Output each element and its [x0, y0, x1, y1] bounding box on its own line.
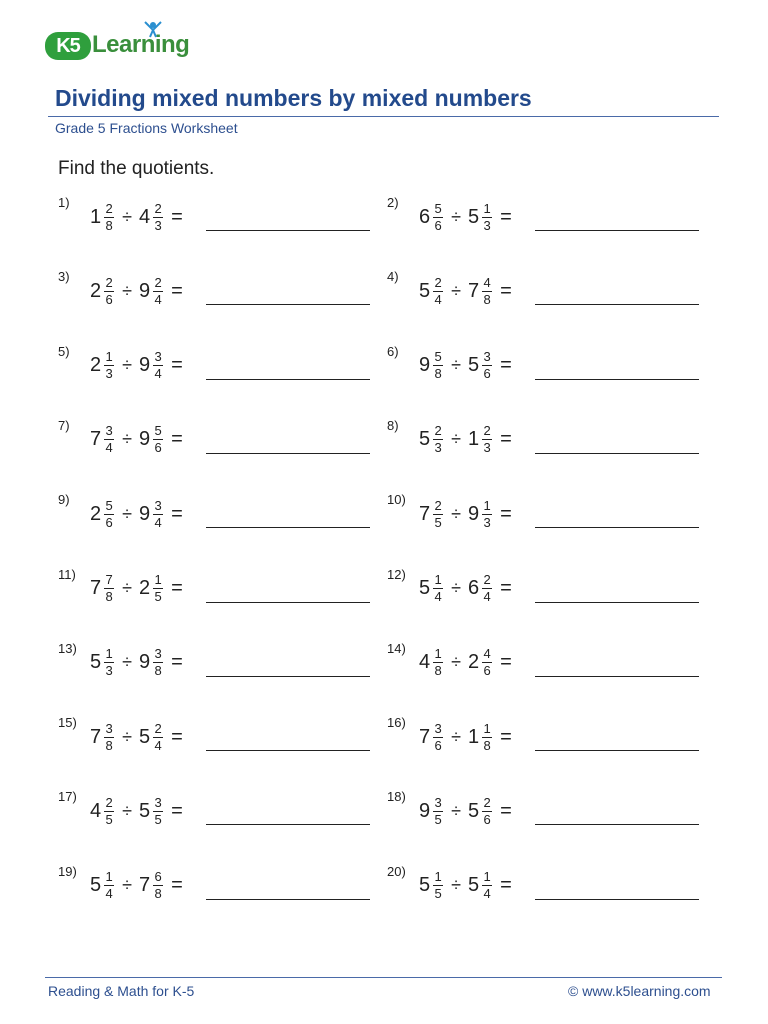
problem-expression	[419, 868, 512, 904]
divisor-numerator: 3	[483, 349, 491, 365]
problem-expression	[419, 496, 512, 532]
divisor-numerator: 6	[154, 869, 162, 885]
divisor-whole: 5	[468, 354, 480, 377]
dividend-numerator: 5	[434, 200, 442, 216]
dividend-fraction	[433, 350, 443, 381]
dividend-fraction	[104, 424, 114, 455]
problem-number: 10)	[387, 492, 406, 508]
divide-sign: ÷	[451, 726, 462, 747]
divisor-numerator: 3	[154, 794, 162, 810]
divide-sign: ÷	[122, 206, 133, 227]
divide-sign: ÷	[122, 503, 133, 524]
equals-sign: =	[500, 354, 512, 377]
divisor-denominator: 5	[154, 589, 162, 604]
divisor-numerator: 1	[483, 869, 491, 885]
answer-blank[interactable]	[535, 602, 699, 603]
worksheet-subtitle: Grade 5 Fractions Worksheet	[55, 120, 238, 136]
equals-sign: =	[171, 874, 183, 897]
divisor-numerator: 2	[483, 423, 491, 439]
dividend-whole: 5	[90, 874, 102, 897]
divisor-whole: 7	[468, 279, 480, 302]
dividend-fraction	[433, 276, 443, 307]
dividend-fraction	[104, 350, 114, 381]
equals-sign: =	[500, 279, 512, 302]
divisor-denominator: 6	[483, 366, 491, 382]
problem-item	[387, 418, 707, 462]
dividend-whole: 4	[90, 799, 102, 822]
divisor-numerator: 1	[154, 572, 162, 587]
dividend-denominator: 8	[105, 589, 113, 604]
problem-item	[387, 344, 707, 388]
divisor-numerator: 4	[483, 646, 491, 662]
dividend-denominator: 4	[434, 291, 442, 307]
divisor-denominator: 8	[483, 737, 491, 753]
answer-blank[interactable]	[206, 899, 370, 900]
divisor-whole: 1	[468, 725, 480, 748]
answer-blank[interactable]	[206, 824, 370, 825]
problem-expression	[90, 645, 183, 681]
divisor-whole: 9	[139, 502, 151, 525]
problem-item	[387, 567, 707, 611]
dividend-fraction	[104, 202, 114, 233]
dividend-numerator: 3	[105, 423, 113, 439]
footer-tagline: Reading & Math for K-5	[48, 983, 195, 999]
dividend-denominator: 6	[434, 217, 442, 233]
problem-item	[387, 269, 707, 313]
problem-number: 8)	[387, 417, 399, 433]
footer-divider	[45, 977, 722, 978]
problem-number: 18)	[387, 789, 406, 805]
divisor-numerator: 4	[483, 274, 491, 290]
problem-item	[58, 864, 378, 908]
divisor-denominator: 4	[154, 514, 162, 530]
answer-blank[interactable]	[206, 379, 370, 380]
dividend-denominator: 8	[105, 217, 113, 233]
equals-sign: =	[500, 651, 512, 674]
problem-item	[387, 789, 707, 833]
problem-number: 16)	[387, 715, 406, 731]
answer-blank[interactable]	[535, 453, 699, 454]
divisor-whole: 7	[139, 874, 151, 897]
dividend-denominator: 5	[434, 886, 442, 902]
k5-learning-logo	[45, 26, 205, 66]
equals-sign: =	[500, 205, 512, 228]
dividend-numerator: 7	[105, 572, 113, 587]
divisor-denominator: 8	[154, 663, 162, 679]
dividend-whole: 7	[419, 502, 431, 525]
divide-sign: ÷	[451, 206, 462, 227]
answer-blank[interactable]	[206, 602, 370, 603]
divisor-fraction	[153, 350, 163, 381]
problem-item	[58, 567, 378, 611]
divisor-whole: 5	[139, 799, 151, 822]
problem-number: 9)	[58, 492, 70, 508]
problem-item	[387, 715, 707, 759]
dividend-whole: 5	[90, 651, 102, 674]
divide-sign: ÷	[122, 429, 133, 450]
divisor-numerator: 2	[483, 794, 491, 810]
divide-sign: ÷	[451, 429, 462, 450]
divisor-denominator: 4	[483, 886, 491, 902]
divisor-whole: 2	[468, 651, 480, 674]
divide-sign: ÷	[451, 280, 462, 301]
dividend-fraction	[104, 276, 114, 307]
divisor-denominator: 4	[154, 366, 162, 382]
divisor-whole: 5	[139, 725, 151, 748]
divide-sign: ÷	[451, 503, 462, 524]
divisor-denominator: 8	[483, 291, 491, 307]
dividend-fraction	[433, 870, 443, 901]
problem-number: 13)	[58, 640, 77, 656]
dividend-whole: 5	[419, 279, 431, 302]
problem-expression	[90, 719, 183, 755]
dividend-denominator: 4	[105, 440, 113, 456]
dividend-fraction	[433, 424, 443, 455]
answer-blank[interactable]	[206, 230, 370, 231]
divisor-denominator: 5	[154, 811, 162, 827]
divisor-fraction	[153, 573, 163, 604]
problem-item	[387, 864, 707, 908]
answer-blank[interactable]	[535, 230, 699, 231]
equals-sign: =	[171, 354, 183, 377]
divisor-whole: 9	[468, 502, 480, 525]
dividend-whole: 7	[90, 428, 102, 451]
dividend-denominator: 6	[105, 514, 113, 530]
problem-expression	[90, 273, 183, 309]
divisor-fraction	[153, 276, 163, 307]
dividend-numerator: 2	[105, 794, 113, 810]
divisor-fraction	[482, 499, 492, 530]
divisor-whole: 5	[468, 799, 480, 822]
equals-sign: =	[500, 502, 512, 525]
problem-number: 4)	[387, 269, 399, 285]
problem-expression	[90, 496, 183, 532]
answer-blank[interactable]	[535, 304, 699, 305]
problem-number: 14)	[387, 640, 406, 656]
dividend-denominator: 8	[434, 366, 442, 382]
dividend-whole: 5	[419, 577, 431, 599]
dividend-fraction	[433, 647, 443, 678]
dividend-fraction	[104, 499, 114, 530]
problem-item	[58, 789, 378, 833]
equals-sign: =	[171, 428, 183, 451]
divisor-denominator: 3	[483, 217, 491, 233]
divisor-fraction	[153, 722, 163, 753]
dividend-numerator: 3	[434, 794, 442, 810]
dividend-whole: 7	[90, 577, 102, 599]
divide-sign: ÷	[122, 800, 133, 821]
divisor-whole: 1	[468, 428, 480, 451]
divisor-fraction	[153, 796, 163, 827]
divisor-fraction	[482, 202, 492, 233]
dividend-numerator: 1	[105, 869, 113, 885]
problem-item	[58, 492, 378, 536]
problem-item	[58, 641, 378, 685]
problem-expression	[419, 422, 512, 458]
problem-item	[387, 195, 707, 239]
divisor-denominator: 4	[154, 291, 162, 307]
dividend-denominator: 4	[105, 886, 113, 902]
divisor-numerator: 2	[483, 572, 491, 587]
dividend-whole: 4	[419, 651, 431, 674]
divisor-fraction	[153, 870, 163, 901]
dividend-whole: 5	[419, 874, 431, 897]
divide-sign: ÷	[122, 652, 133, 673]
problem-number: 2)	[387, 195, 399, 210]
divisor-fraction	[482, 276, 492, 307]
answer-blank[interactable]	[206, 676, 370, 677]
dividend-denominator: 5	[105, 811, 113, 827]
title-divider	[48, 116, 719, 117]
divisor-numerator: 1	[483, 200, 491, 216]
divisor-fraction	[482, 870, 492, 901]
equals-sign: =	[171, 651, 183, 674]
equals-sign: =	[500, 799, 512, 822]
problem-number: 11)	[58, 566, 76, 582]
problem-expression	[90, 793, 183, 829]
answer-blank[interactable]	[535, 899, 699, 900]
divide-sign: ÷	[122, 280, 133, 301]
problem-item	[58, 195, 378, 239]
answer-blank[interactable]	[535, 824, 699, 825]
answer-blank[interactable]	[535, 676, 699, 677]
divisor-numerator: 2	[154, 274, 162, 290]
problem-number: 20)	[387, 863, 406, 879]
dividend-fraction	[104, 722, 114, 753]
divisor-fraction	[482, 350, 492, 381]
instructions: Find the quotients.	[58, 158, 215, 179]
divisor-fraction	[482, 796, 492, 827]
answer-blank[interactable]	[206, 453, 370, 454]
divide-sign: ÷	[451, 800, 462, 821]
divisor-fraction	[482, 424, 492, 455]
dividend-denominator: 5	[434, 514, 442, 530]
divisor-whole: 5	[468, 874, 480, 897]
dividend-numerator: 1	[105, 349, 113, 365]
dividend-whole: 9	[419, 354, 431, 377]
dividend-numerator: 3	[105, 720, 113, 736]
dividend-numerator: 2	[105, 200, 113, 216]
problem-number: 6)	[387, 343, 399, 359]
dividend-fraction	[433, 796, 443, 827]
dividend-fraction	[104, 573, 114, 604]
equals-sign: =	[171, 279, 183, 302]
answer-blank[interactable]	[535, 527, 699, 528]
problem-expression	[90, 199, 183, 235]
divisor-numerator: 3	[154, 349, 162, 365]
divisor-denominator: 3	[483, 514, 491, 530]
divisor-fraction	[482, 722, 492, 753]
dividend-numerator: 1	[434, 869, 442, 885]
problem-expression	[419, 199, 512, 235]
divisor-numerator: 1	[483, 720, 491, 736]
divisor-whole: 6	[468, 577, 480, 599]
dividend-whole: 7	[90, 725, 102, 748]
divide-sign: ÷	[122, 875, 133, 896]
dividend-whole: 9	[419, 799, 431, 822]
equals-sign: =	[171, 502, 183, 525]
dividend-fraction	[433, 202, 443, 233]
divisor-denominator: 3	[154, 217, 162, 233]
divisor-denominator: 6	[154, 440, 162, 456]
problem-item	[58, 418, 378, 462]
problem-number: 5)	[58, 343, 70, 359]
equals-sign: =	[500, 874, 512, 897]
footer-website: © www.k5learning.com	[568, 983, 711, 999]
problem-expression	[419, 571, 512, 607]
problem-number: 7)	[58, 417, 70, 433]
dividend-numerator: 1	[434, 572, 442, 587]
divisor-numerator: 5	[154, 423, 162, 439]
divisor-denominator: 4	[154, 737, 162, 753]
dividend-whole: 2	[90, 502, 102, 525]
divisor-whole: 9	[139, 428, 151, 451]
dividend-fraction	[104, 870, 114, 901]
divide-sign: ÷	[451, 652, 462, 673]
dividend-numerator: 1	[105, 646, 113, 662]
divisor-denominator: 8	[154, 886, 162, 902]
dividend-numerator: 3	[434, 720, 442, 736]
dividend-numerator: 2	[434, 423, 442, 439]
divide-sign: ÷	[451, 875, 462, 896]
problem-number: 19)	[58, 863, 77, 879]
divisor-fraction	[153, 647, 163, 678]
dividend-whole: 6	[419, 205, 431, 228]
dividend-fraction	[104, 647, 114, 678]
dividend-numerator: 2	[434, 497, 442, 513]
dividend-fraction	[104, 796, 114, 827]
problem-expression	[419, 273, 512, 309]
divisor-numerator: 1	[483, 497, 491, 513]
divisor-whole: 5	[468, 205, 480, 228]
answer-blank[interactable]	[535, 379, 699, 380]
divide-sign: ÷	[122, 578, 133, 598]
equals-sign: =	[171, 725, 183, 748]
dividend-denominator: 6	[434, 737, 442, 753]
dividend-fraction	[433, 722, 443, 753]
dividend-numerator: 2	[105, 274, 113, 290]
answer-blank[interactable]	[206, 527, 370, 528]
dividend-numerator: 2	[434, 274, 442, 290]
divisor-fraction	[482, 647, 492, 678]
dividend-denominator: 8	[434, 663, 442, 679]
problem-item	[58, 269, 378, 313]
divisor-whole: 9	[139, 354, 151, 377]
problem-item	[58, 344, 378, 388]
answer-blank[interactable]	[535, 750, 699, 751]
dividend-denominator: 4	[434, 589, 442, 604]
dividend-whole: 2	[90, 354, 102, 377]
dividend-denominator: 3	[105, 663, 113, 679]
divisor-denominator: 6	[483, 811, 491, 827]
dividend-numerator: 5	[434, 349, 442, 365]
divisor-fraction	[153, 499, 163, 530]
problem-expression	[90, 571, 183, 607]
divide-sign: ÷	[122, 726, 133, 747]
problem-item	[387, 641, 707, 685]
equals-sign: =	[171, 205, 183, 228]
dividend-whole: 7	[419, 725, 431, 748]
divisor-numerator: 3	[154, 497, 162, 513]
dividend-denominator: 3	[105, 366, 113, 382]
divide-sign: ÷	[122, 355, 133, 376]
divisor-numerator: 3	[154, 646, 162, 662]
dividend-whole: 5	[419, 428, 431, 451]
problem-expression	[90, 422, 183, 458]
divisor-whole: 4	[139, 205, 151, 228]
divisor-whole: 2	[139, 577, 151, 599]
logo-badge: K5	[45, 32, 91, 60]
dividend-denominator: 6	[105, 291, 113, 307]
problem-expression	[90, 868, 183, 904]
dividend-whole: 2	[90, 279, 102, 302]
divisor-fraction	[153, 424, 163, 455]
divide-sign: ÷	[451, 355, 462, 376]
problem-number: 1)	[58, 195, 70, 210]
divisor-denominator: 4	[483, 589, 491, 604]
dividend-denominator: 3	[434, 440, 442, 456]
problem-item	[387, 492, 707, 536]
dividend-numerator: 1	[434, 646, 442, 662]
problem-expression	[90, 348, 183, 384]
equals-sign: =	[500, 725, 512, 748]
dividend-fraction	[433, 573, 443, 604]
problem-expression	[419, 645, 512, 681]
divisor-whole: 9	[139, 279, 151, 302]
problem-number: 17)	[58, 789, 77, 805]
answer-blank[interactable]	[206, 750, 370, 751]
divisor-denominator: 6	[483, 663, 491, 679]
problem-expression	[419, 793, 512, 829]
divisor-numerator: 2	[154, 720, 162, 736]
divisor-fraction	[153, 202, 163, 233]
problem-item	[58, 715, 378, 759]
answer-blank[interactable]	[206, 304, 370, 305]
problem-expression	[419, 719, 512, 755]
logo-wordmark: Learning	[92, 31, 190, 58]
divisor-numerator: 2	[154, 200, 162, 216]
dividend-whole: 1	[90, 205, 102, 228]
dividend-denominator: 5	[434, 811, 442, 827]
dividend-numerator: 5	[105, 497, 113, 513]
divide-sign: ÷	[451, 578, 462, 598]
logo-person-icon	[142, 20, 164, 38]
divisor-denominator: 3	[483, 440, 491, 456]
equals-sign: =	[500, 577, 512, 599]
problem-expression	[419, 348, 512, 384]
equals-sign: =	[500, 428, 512, 451]
dividend-denominator: 8	[105, 737, 113, 753]
worksheet-title: Dividing mixed numbers by mixed numbers	[55, 85, 532, 111]
divisor-whole: 9	[139, 651, 151, 674]
problem-number: 12)	[387, 566, 406, 582]
problem-number: 15)	[58, 715, 77, 731]
divisor-fraction	[482, 573, 492, 604]
equals-sign: =	[171, 577, 183, 599]
dividend-fraction	[433, 499, 443, 530]
problem-number: 3)	[58, 269, 70, 285]
equals-sign: =	[171, 799, 183, 822]
